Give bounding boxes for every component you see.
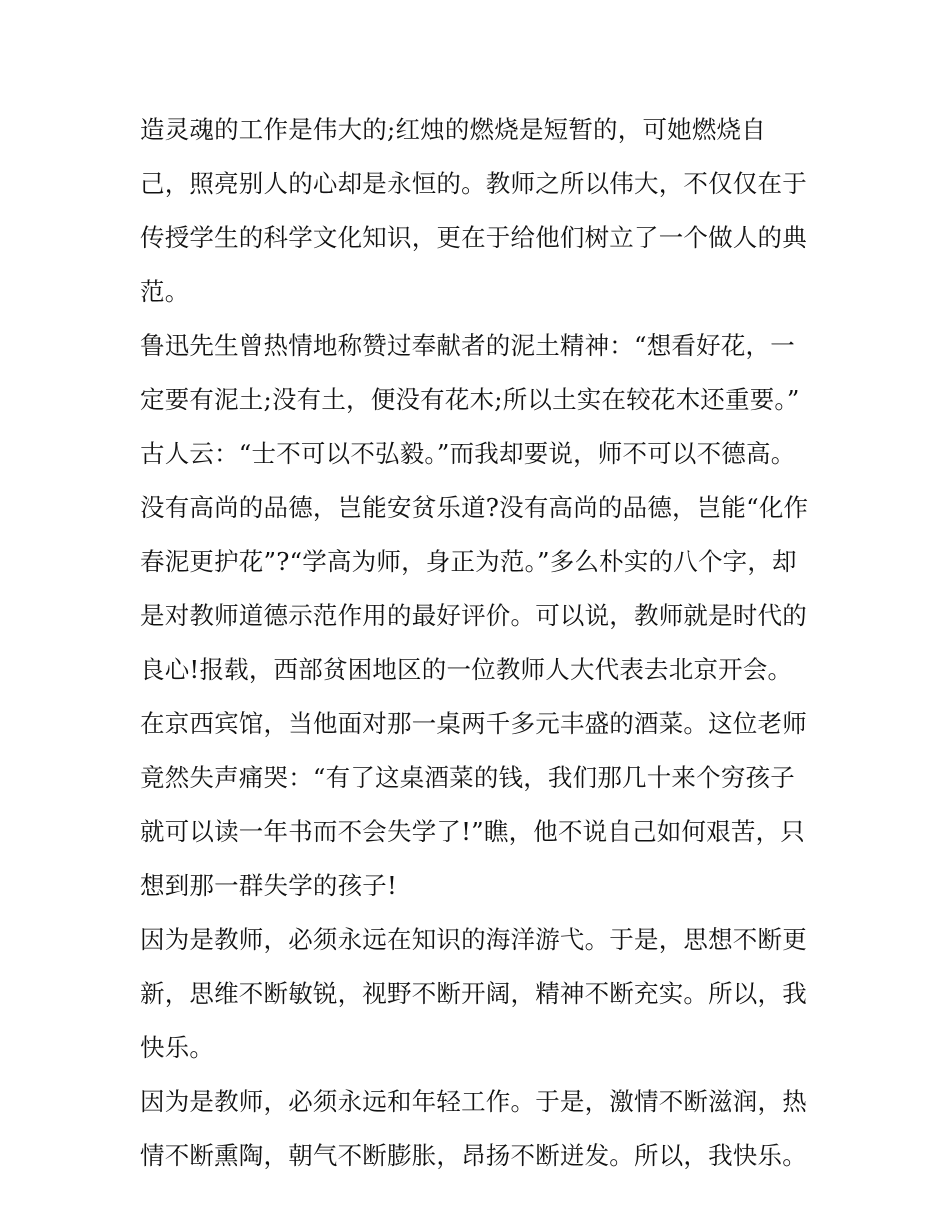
text-line: 竟然失声痛哭：“有了这桌酒菜的钱，我们那几十来个穷孩子: [140, 763, 795, 792]
text-line: 传授学生的科学文化知识，更在于给他们树立了一个做人的典: [140, 223, 807, 252]
text-line: 想到那一群失学的孩子!: [140, 871, 398, 900]
text-line: 就可以读一年书而不会失学了!”瞧，他不说自己如何艰苦，只: [140, 817, 805, 846]
text-line: 是对教师道德示范作用的最好评价。可以说，教师就是时代的: [140, 601, 807, 630]
text-line: 情不断熏陶，朝气不断膨胀，昂扬不断迸发。所以，我快乐。: [140, 1141, 807, 1170]
document-body: [140, 103, 820, 1183]
text-line: 没有高尚的品德，岂能安贫乐道?没有高尚的品德，岂能“化作: [140, 493, 809, 522]
text-line: 在京西宾馆，当他面对那一桌两千多元丰盛的酒菜。这位老师: [140, 709, 807, 738]
text-line: 因为是教师，必须永远和年轻工作。于是，激情不断滋润，热: [140, 1087, 807, 1116]
text-line: 造灵魂的工作是伟大的;红烛的燃烧是短暂的，可她燃烧自: [140, 115, 766, 144]
text-line: 范。: [140, 277, 190, 306]
text-line: 定要有泥土;没有土，便没有花木;所以土实在较花木还重要。”: [140, 385, 800, 414]
text-line: 良心!报载，西部贫困地区的一位教师人大代表去北京开会。: [140, 655, 793, 684]
text-line: 春泥更护花”?“学高为师，身正为范。”多么朴实的八个字，却: [140, 547, 797, 576]
text-line: 鲁迅先生曾热情地称赞过奉献者的泥土精神：“想看好花，一: [140, 331, 795, 360]
text-line: 快乐。: [140, 1033, 215, 1062]
text-line: 因为是教师，必须永远在知识的海洋游弋。于是，思想不断更: [140, 925, 807, 954]
text-line: 己，照亮别人的心却是永恒的。教师之所以伟大，不仅仅在于: [140, 169, 807, 198]
text-line: 新，思维不断敏锐，视野不断开阔，精神不断充实。所以，我: [140, 979, 807, 1008]
text-line: 古人云：“士不可以不弘毅。”而我却要说，师不可以不德高。: [140, 439, 796, 468]
